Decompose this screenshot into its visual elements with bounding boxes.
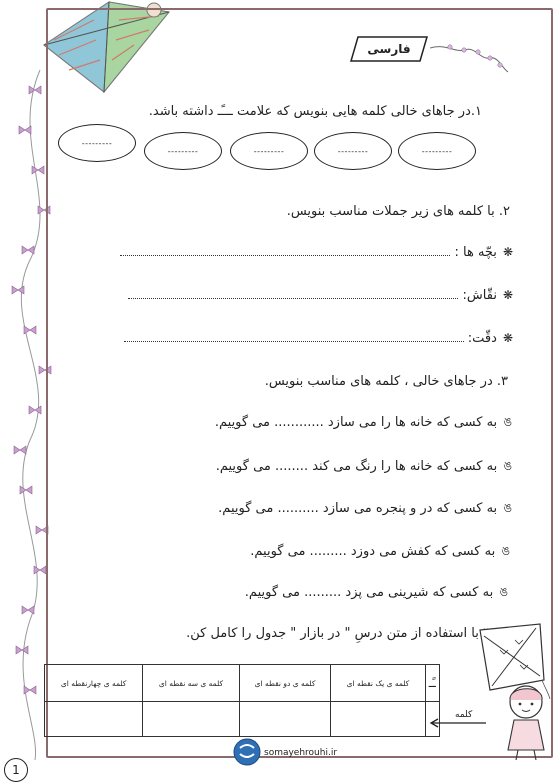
swirl-bullet-icon: ঙ	[503, 459, 512, 473]
flower-bullet-icon: ❋	[502, 245, 513, 259]
flourish-decoration	[430, 38, 510, 78]
table-header: ـًـ	[425, 665, 439, 702]
swirl-bullet-icon: ঙ	[501, 544, 510, 558]
writing-line[interactable]	[120, 255, 450, 256]
flower-bullet-icon: ❋	[502, 288, 513, 302]
table-cell[interactable]	[239, 702, 331, 737]
sentence-line-3: ❋دقّت:	[124, 331, 513, 346]
site-logo-icon	[232, 738, 262, 766]
fill-sentence-5: ঙبه کسی که شیرینی می پزد ......... می گوییم.	[244, 585, 508, 600]
fill-sentence-3: ঙبه کسی که در و پنجره می سازد .......... می گوییم.	[218, 501, 512, 516]
fill-sentence-2: ঙبه کسی که خانه ها را رنگ می کند ........ می گوییم.	[215, 459, 512, 474]
question-4: با استفاده از متن درسِ " در بازار " جدول را کامل کن.	[186, 626, 490, 641]
table-header: کلمه ی یک نقطه ای	[331, 665, 425, 702]
table-header: کلمه ی سه نقطه ای	[143, 665, 239, 702]
sentence-line-2: ❋نقّاش:	[128, 288, 513, 303]
fill-sentence-1: ঙبه کسی که خانه ها را می سازد ............ می گوییم.	[214, 415, 512, 430]
answer-oval-5[interactable]: ---------	[398, 132, 476, 170]
answer-oval-3[interactable]: ---------	[230, 132, 308, 170]
fill-sentence-4: ঙبه کسی که کفش می دوزد ......... می گوییم.	[250, 544, 510, 559]
word-table	[44, 664, 440, 737]
flower-bullet-icon: ❋	[502, 331, 513, 345]
table-header: کلمه ی چهارنقطه ای	[45, 665, 143, 702]
title-badge	[350, 36, 428, 62]
question-3: ۳. در جاهای خالی ، کلمه های مناسب بنویس.	[264, 374, 508, 389]
answer-oval-4[interactable]: ---------	[314, 132, 392, 170]
page-title: فارسی	[367, 42, 411, 56]
swirl-bullet-icon: ঙ	[503, 415, 512, 429]
writing-line[interactable]	[124, 341, 464, 342]
question-2: ۲. با کلمه های زیر جملات مناسب بنویس.	[286, 204, 510, 219]
swirl-bullet-icon: ঙ	[503, 501, 512, 515]
question-1: ۱.در جاهای خالی کلمه هایی بنویس که علامت ـــًـ داشته باشد.	[148, 104, 482, 119]
row-label: کلمه	[455, 710, 473, 720]
answer-oval-1[interactable]: ---------	[58, 124, 136, 162]
sentence-line-1: ❋بچّه ها :	[120, 245, 513, 260]
table-cell[interactable]	[331, 702, 425, 737]
writing-line[interactable]	[128, 298, 458, 299]
site-url: somayehrouhi.ir	[264, 748, 338, 758]
table-header: کلمه ی دو نقطه ای	[239, 665, 331, 702]
answer-oval-2[interactable]: ---------	[144, 132, 222, 170]
table-cell[interactable]	[143, 702, 239, 737]
table-cell[interactable]	[45, 702, 143, 737]
girl-illustration	[496, 680, 556, 760]
page-number: 1	[4, 758, 28, 782]
swirl-bullet-icon: ঙ	[499, 585, 508, 599]
